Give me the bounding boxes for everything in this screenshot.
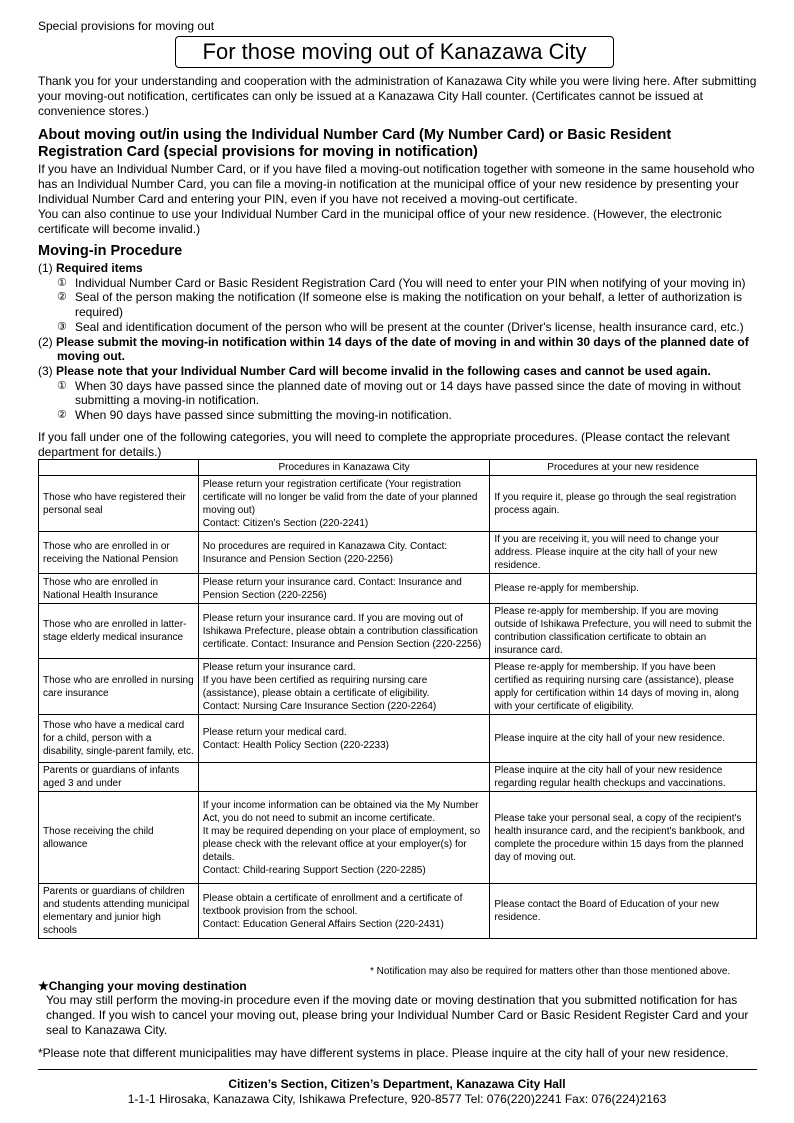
section-paragraph: You can also continue to use your Individual Number Card in the municipal office of your new residence. (However, the electronic certificate will become invalid.)	[38, 207, 722, 236]
table-cell-new-residence: Please inquire at the city hall of your new residence regarding regular health checkups and vaccinations.	[490, 763, 757, 792]
table-header-cell: Procedures at your new residence	[490, 460, 757, 476]
sublist-item	[57, 276, 760, 291]
sublist-item	[57, 290, 760, 319]
list-item	[38, 261, 760, 276]
table-cell-kanazawa: Please obtain a certificate of enrollment and a certificate of textbook provision from the school. Contact: Education General Affairs Section (220-2431)	[198, 884, 490, 939]
item-heading: Required items	[56, 261, 143, 275]
item-number: (1)	[38, 261, 53, 275]
table-cell-new-residence: Please contact the Board of Education of your new residence.	[490, 884, 757, 939]
table-cell-kanazawa: If your income information can be obtained via the My Number Act, you do not need to submit an income certificate. It may be required depending on your place of employment, so please check with the relevant office at your employer(s) for details. Contact: Child-rearing Support Section (220-2285)	[198, 792, 490, 884]
table-row	[39, 532, 757, 574]
footnote: *Please note that different municipalities may have different systems in place. Please inquire at the city hall of your new residence.	[38, 1046, 729, 1060]
table-row	[39, 659, 757, 715]
table-cell-kanazawa: Please return your insurance card. If you have been certified as requiring nursing care (assistance), please obtain a certificate of eligibility. Contact: Nursing Care Insurance Section (220-2264)	[198, 659, 490, 715]
list-item	[38, 364, 760, 379]
table-row-category: Those who have registered their personal seal	[39, 476, 199, 532]
table-intro: If you fall under one of the following categories, you will need to complete the appropriate procedures. (Please contact the relevant department for details.)	[38, 430, 730, 459]
circled-number: ③	[57, 320, 67, 333]
table-cell-kanazawa: Please return your registration certificate (Your registration certificate will no longer be valid from the date of your planned moving out) Contact: Citizen’s Section (220-2241)	[198, 476, 490, 532]
section-body-my-number	[38, 162, 760, 237]
table-row-category: Those who are enrolled in National Health Insurance	[39, 574, 199, 604]
table-cell-new-residence: Please take your personal seal, a copy of the recipient's health insurance card, and the recipient's bankbook, and complete the procedure within 15 days from the planned day of moving out.	[490, 792, 757, 884]
page-title: For those moving out of Kanazawa City	[175, 36, 614, 68]
sublist-text: Seal of the person making the notification (If someone else is making the notification on your behalf, a letter of authorization is required)	[75, 290, 743, 320]
item-heading: Please submit the moving-in notification within 14 days of the date of moving in and within 30 days of the planned date of moving out.	[56, 334, 749, 364]
sublist	[38, 379, 760, 423]
table-row-category: Those who are enrolled in latter-stage elderly medical insurance	[39, 604, 199, 659]
table-cell-kanazawa: Please return your insurance card. Contact: Insurance and Pension Section (220-2256)	[198, 574, 490, 604]
table-cell-kanazawa	[198, 763, 490, 792]
table-row-category: Parents or guardians of infants aged 3 and under	[39, 763, 199, 792]
table-row-category: Those who have a medical card for a child, person with a disability, single-parent family, etc.	[39, 715, 199, 763]
table-row	[39, 884, 757, 939]
table-row-category: Those receiving the child allowance	[39, 792, 199, 884]
table-row	[39, 476, 757, 532]
table-row	[39, 574, 757, 604]
table-cell-kanazawa: Please return your insurance card. If you are moving out of Ishikawa Prefecture, please obtain a contribution classification certificate. Contact: Insurance and Pension Section (220-2256)	[198, 604, 490, 659]
table-row-category: Parents or guardians of children and students attending municipal elementary and junior high schools	[39, 884, 199, 939]
table-cell-new-residence: Please re-apply for membership. If you have been certified as requiring nursing care (assistance), please apply for certification within 14 days of moving in, along with your certificate of eligibility.	[490, 659, 757, 715]
table-note: * Notification may also be required for matters other than those mentioned above.	[370, 966, 731, 977]
sublist-text: Seal and identification document of the person who will be present at the counter (Driver's license, health insurance card, etc.)	[75, 319, 744, 334]
item-number: (3)	[38, 363, 53, 378]
table-cell-new-residence: Please inquire at the city hall of your new residence.	[490, 715, 757, 763]
sublist-item	[57, 379, 760, 408]
footer-address: 1-1-1 Hirosaka, Kanazawa City, Ishikawa Prefecture, 920-8577 Tel: 076(220)2241 Fax: 076(224)2163	[127, 1092, 667, 1106]
intro-paragraph: Thank you for your understanding and cooperation with the administration of Kanazawa City while you were living here. After submitting your moving-out notification, certificates can only be issued at a Kanazawa City Hall counter. (Certificates cannot be issued at convenience stores.)	[38, 74, 757, 118]
change-destination-title: ★Changing your moving destination	[38, 979, 247, 993]
table-cell-new-residence: Please re-apply for membership. If you are moving outside of Ishikawa Prefecture, you will need to submit the contribution classification certificate to obtain an insurance card.	[490, 604, 757, 659]
circled-number: ②	[57, 409, 67, 422]
sublist	[38, 276, 760, 335]
item-heading: Please note that your Individual Number Card will become invalid in the following cases and cannot be used again.	[56, 363, 711, 378]
table-header-cell: Procedures in Kanazawa City	[198, 460, 490, 476]
table-row	[39, 715, 757, 763]
circled-number: ①	[57, 379, 67, 392]
item-number: (2)	[38, 334, 53, 349]
table-cell-new-residence: If you require it, please go through the seal registration process again.	[490, 476, 757, 532]
circled-number: ①	[57, 276, 67, 289]
sublist-text: When 30 days have passed since the planned date of moving out or 14 days have passed since the date of moving in without submitting a moving-in notification.	[75, 378, 741, 408]
footer-office: Citizen’s Section, Citizen’s Department, Kanazawa City Hall	[228, 1077, 566, 1091]
sublist-text: When 90 days have passed since submitting the moving-in notification.	[75, 408, 452, 423]
table-cell-new-residence: If you are receiving it, you will need to change your address. Please inquire at the city hall of your new residence.	[490, 532, 757, 574]
change-destination-body: You may still perform the moving-in procedure even if the moving date or moving destination that you submitted notification for has changed. If you wish to cancel your moving out, please bring your Individual Number Card or Basic Resident Register Card and your seal to Kanazawa City.	[46, 993, 749, 1037]
table-row-category: Those who are enrolled in or receiving the National Pension	[39, 532, 199, 574]
procedures-table	[38, 459, 757, 939]
header-label: Special provisions for moving out	[38, 19, 215, 33]
section-paragraph: If you have an Individual Number Card, or if you have filed a moving-out notification together with someone in the same household who has an Individual Number Card, you can file a moving-in notification at the municipal office of your new residence by presenting your Individual Number Card and entering your PIN, even if you have not received a moving-out certificate.	[38, 162, 755, 206]
sublist-text: Individual Number Card or Basic Resident Registration Card (You will need to enter your PIN when notifying of your moving in)	[75, 275, 746, 290]
sublist-item	[57, 320, 760, 335]
table-header-cell	[39, 460, 199, 476]
section-title-moving-in: Moving-in Procedure	[38, 243, 183, 259]
table-cell-kanazawa: Please return your medical card. Contact: Health Policy Section (220-2233)	[198, 715, 490, 763]
table-cell-new-residence: Please re-apply for membership.	[490, 574, 757, 604]
list-item	[38, 335, 760, 364]
table-row	[39, 604, 757, 659]
moving-in-procedure-list	[38, 261, 760, 423]
section-title-my-number: About moving out/in using the Individual Number Card (My Number Card) or Basic Resident Registration Card (special provisions for moving in notification)	[38, 127, 672, 160]
table-header-row	[39, 460, 757, 476]
sublist-item	[57, 408, 760, 423]
table-row	[39, 792, 757, 884]
table-cell-kanazawa: No procedures are required in Kanazawa City. Contact: Insurance and Pension Section (220-2256)	[198, 532, 490, 574]
footer-divider	[38, 1069, 757, 1070]
circled-number: ②	[57, 291, 67, 304]
table-row	[39, 763, 757, 792]
table-row-category: Those who are enrolled in nursing care insurance	[39, 659, 199, 715]
